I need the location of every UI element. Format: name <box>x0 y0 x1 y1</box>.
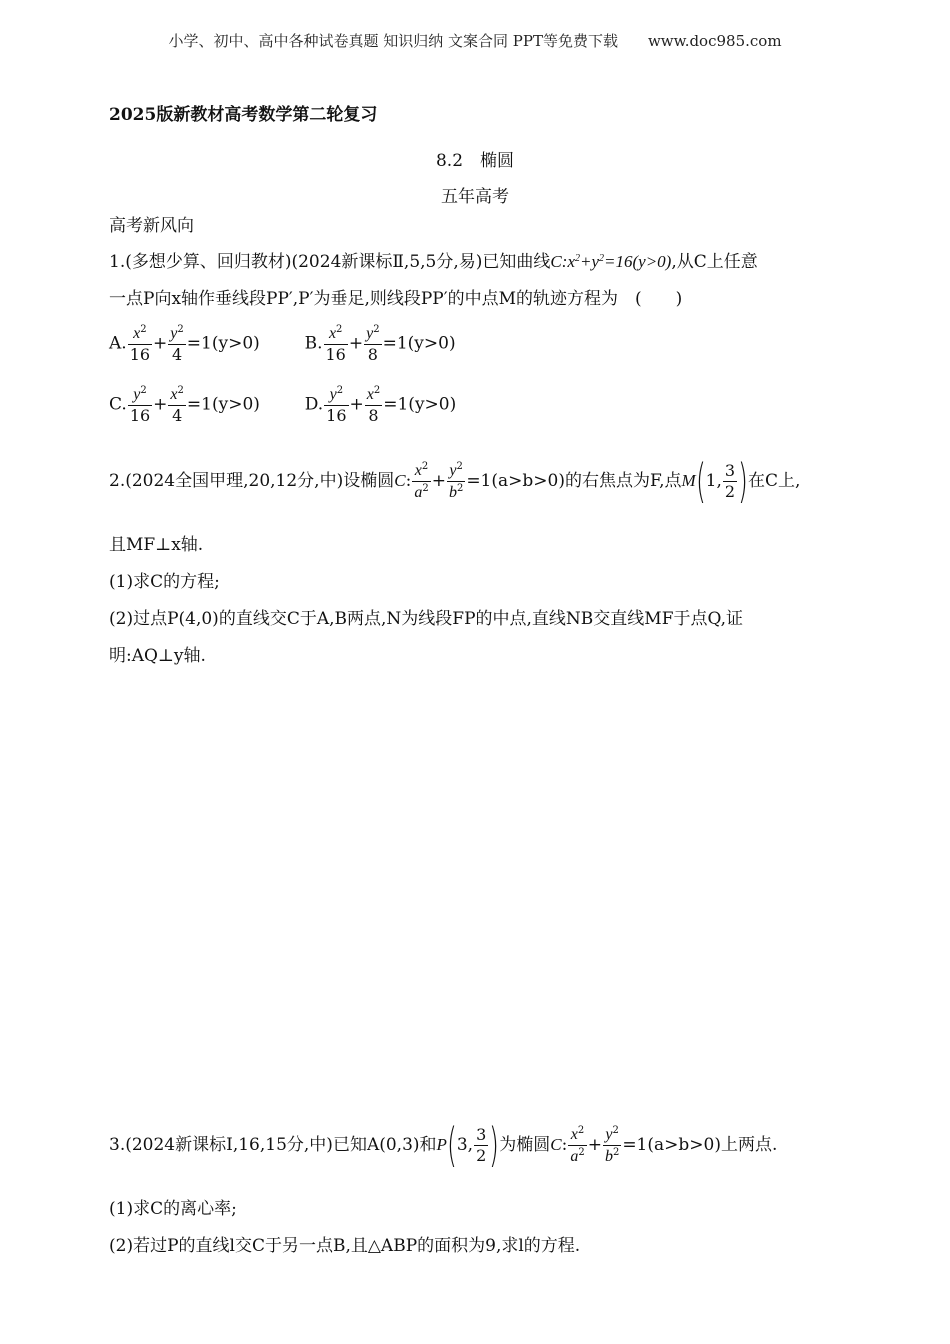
section-title: 8.2 椭圆 <box>435 151 515 171</box>
doc-title: 2025版新教材高考数学第二轮复习 <box>109 105 378 125</box>
q2-line1: 2.(2024全国甲理,20,12分,中)设椭圆C: $\frac{x^2}{a^2}$ + $\frac{y^2}{b^2}$ =1(a>b>0)的右焦点为F,点M(1, $\frac{3}{2}$ )在C上, <box>109 454 801 508</box>
q1-options-row1 <box>109 325 456 363</box>
q2-part1: (1)求C的方程; <box>109 572 220 592</box>
q2-part2-line1: (2)过点P(4,0)的直线交C于A,B两点,N为线段FP的中点,直线NB交直线MF于点Q,证 <box>109 609 743 629</box>
option-d[interactable]: D. $\frac{y^2}{16}$ + $\frac{x^2}{8}$ =1(y>0) <box>304 385 457 425</box>
q2-part2-line2: 明:AQ⊥y轴. <box>109 646 206 666</box>
option-b[interactable]: B. $\frac{x^2}{16}$ + $\frac{y^2}{8}$ =1(y>0) <box>304 324 456 364</box>
q1-options-row2 <box>109 386 456 424</box>
q1-line1: 1.(多想少算、回归教材)(2024新课标Ⅱ,5,5分,易)已知曲线$C:x^2+y^2=16(y>0)$,从C上任意 <box>109 252 758 272</box>
category-label: 高考新风向 <box>109 216 194 236</box>
q3-part2: (2)若过P的直线l交C于另一点B,且△ABP的面积为9,求l的方程. <box>109 1236 581 1256</box>
page-header: 小学、初中、高中各种试卷真题 知识归纳 文案合同 PPT等免费下载 www.doc985.com <box>168 32 782 50</box>
q3-part1: (1)求C的离心率; <box>109 1199 237 1219</box>
subsection-title: 五年高考 <box>441 187 509 207</box>
option-c[interactable]: C. $\frac{y^2}{16}$ + $\frac{x^2}{4}$ =1(y>0) <box>109 385 260 425</box>
option-a[interactable]: A. $\frac{x^2}{16}$ + $\frac{y^2}{4}$ =1(y>0) <box>109 324 260 364</box>
q1-line2: 一点P向x轴作垂线段PP′,P′为垂足,则线段PP′的中点M的轨迹方程为 ( ) <box>109 289 683 309</box>
q2-line2: 且MF⊥x轴. <box>109 535 204 555</box>
q3-line1: 3.(2024新课标Ⅰ,16,15分,中)已知A(0,3)和P(3, $\frac{3}{2}$ )为椭圆C: $\frac{x^2}{a^2}$ + $\frac{y^2}{b^2}$ =1(a>b>0)上两点. <box>109 1118 778 1172</box>
